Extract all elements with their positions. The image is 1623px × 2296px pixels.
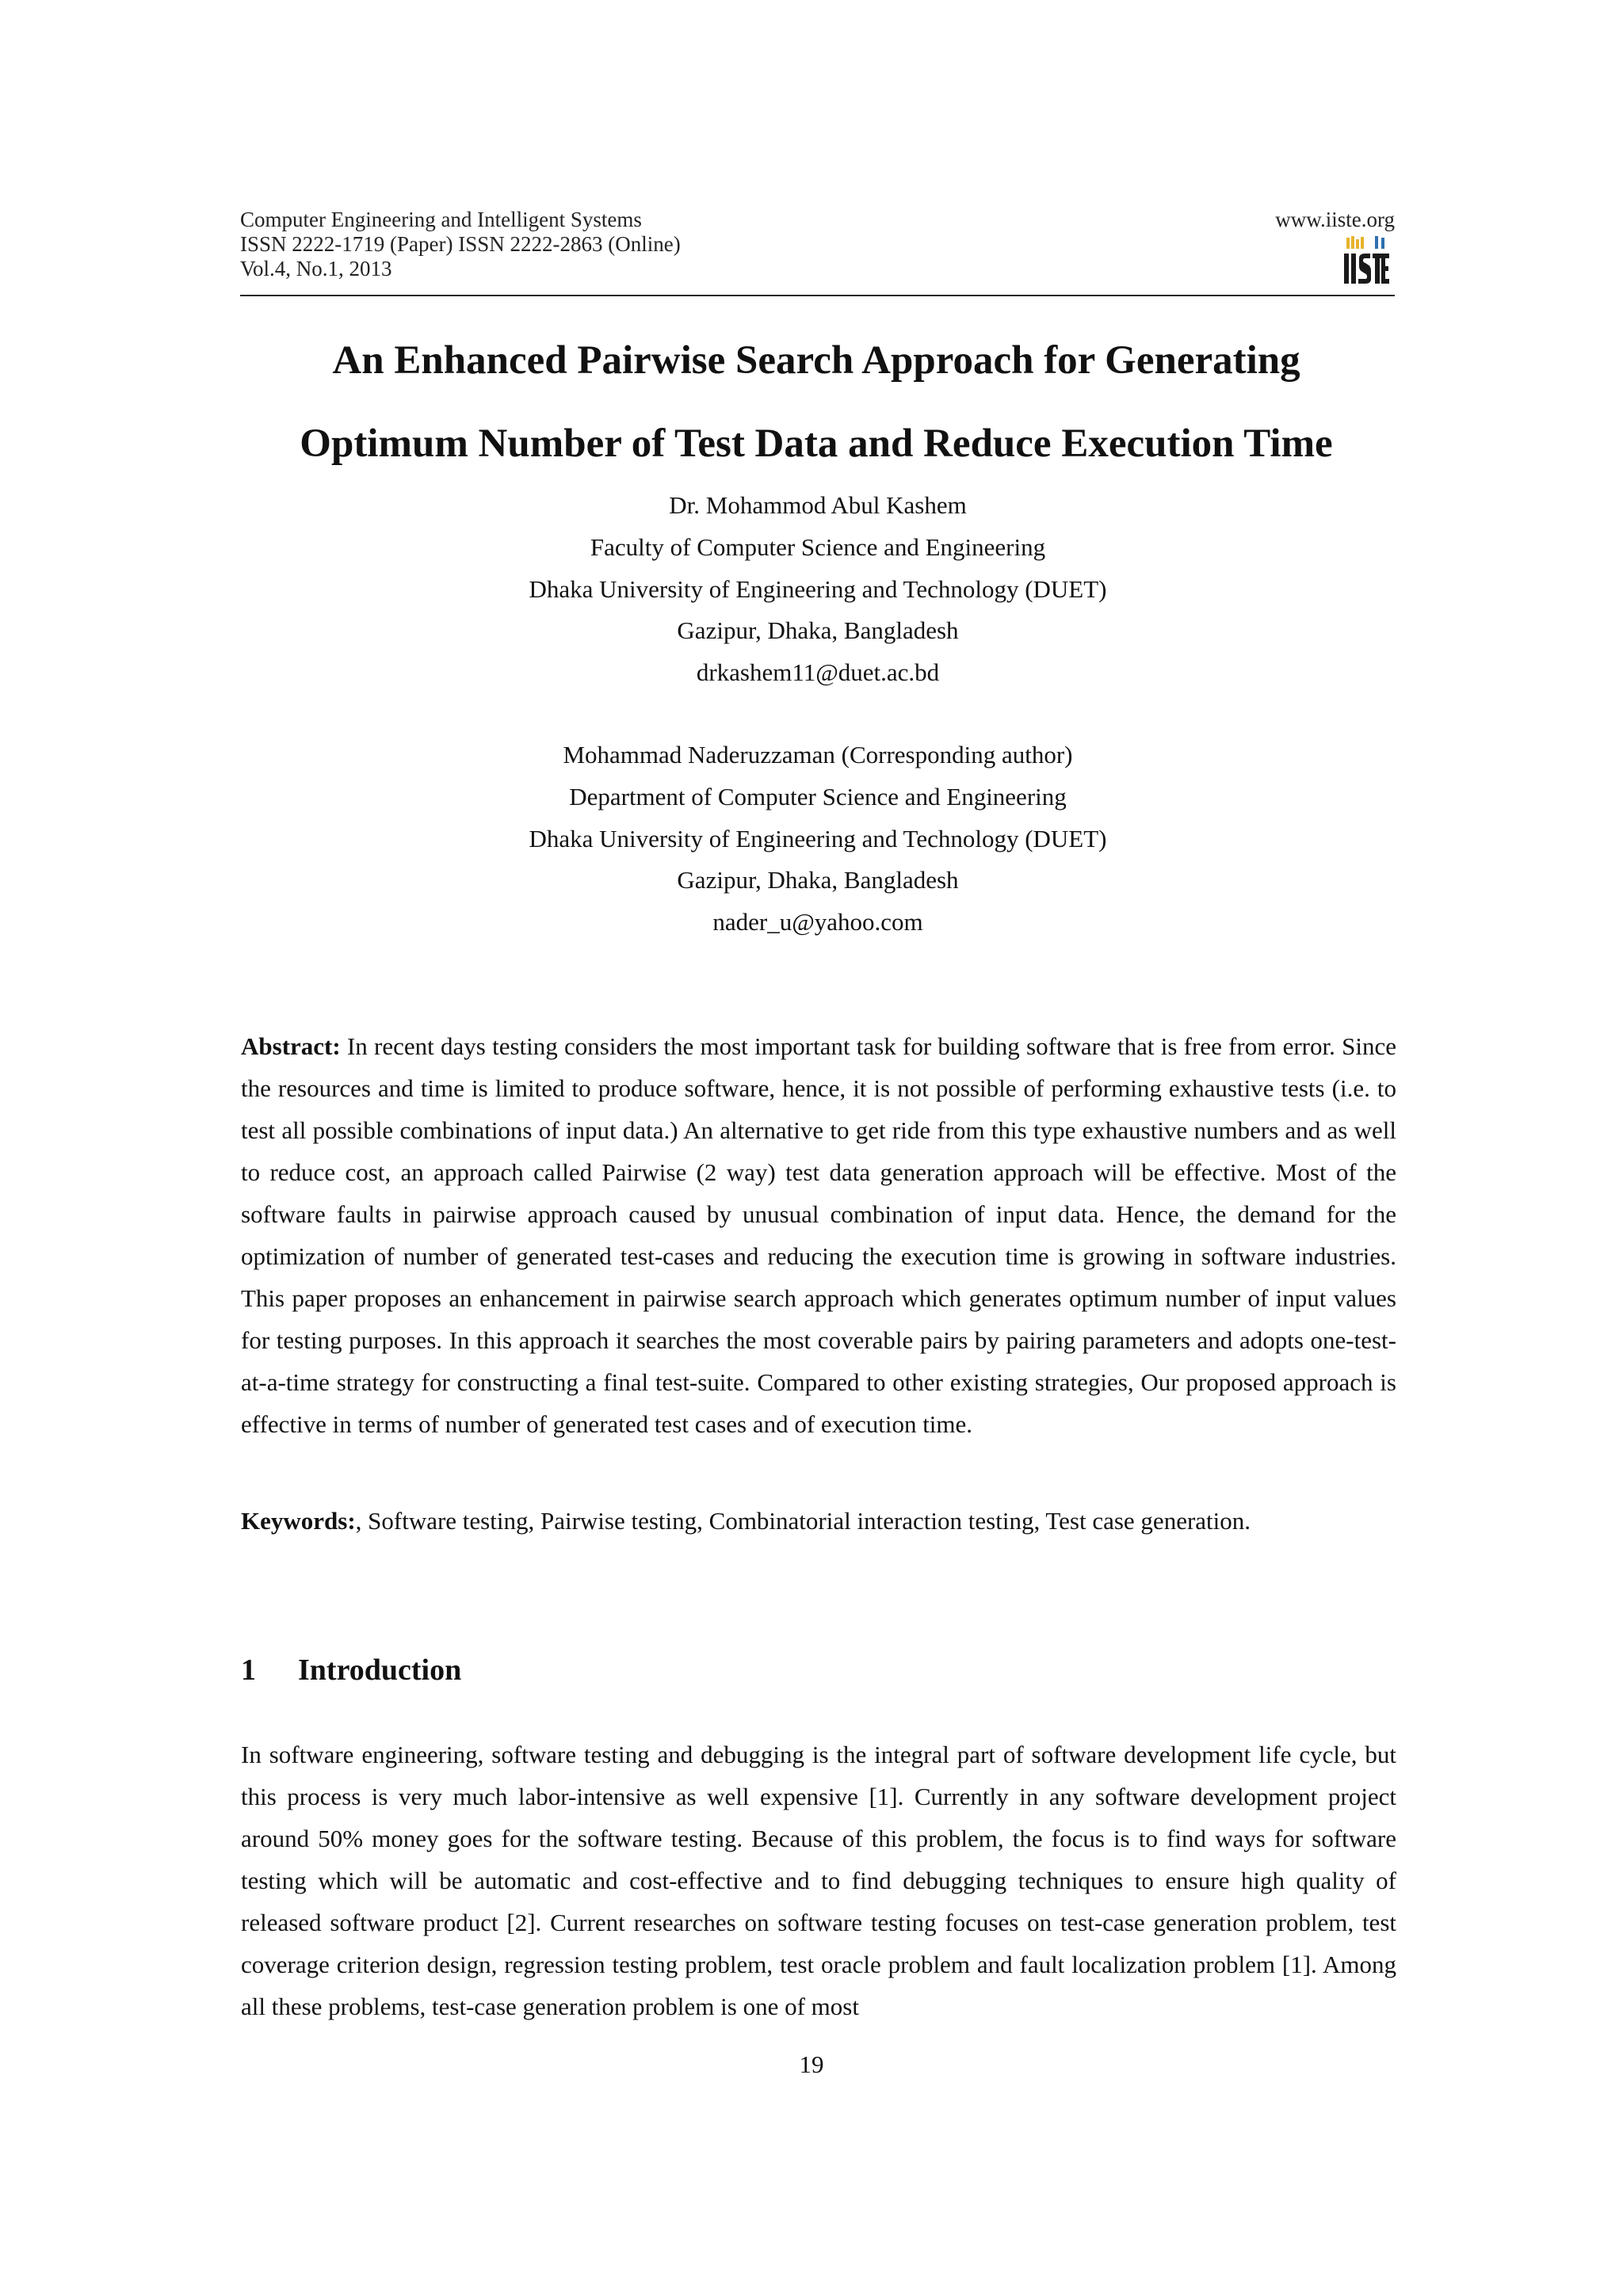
section-number: 1 <box>241 1653 256 1687</box>
journal-volume: Vol.4, No.1, 2013 <box>240 257 392 280</box>
abstract-text: In recent days testing considers the most important task for building software that is free from error. Since the resources and time is limited to produce software, hence, it is not possible of performing exhaustive tests (i.e. to test all possible combinations of input data.) An alternative to get ride from this type exhaustive numbers and as well to reduce cost, an approach called Pairwise (2 way) test data generation approach will be effective. Most of the software faults in pairwise approach caused by unusual combination of input data. Hence, the demand for the optimization of number of generated test-cases and reducing the execution time is growing in software industries. This paper proposes an enhancement in pairwise search approach which generates optimum number of input values for testing purposes. In this approach it searches the most coverable pairs by pairing parameters and adopts one-test-at-a-time strategy for constructing a final test-suite. Compared to other existing strategies, Our proposed approach is effective in terms of number of generated test cases and of execution time. <box>241 1032 1396 1438</box>
author-location: Gazipur, Dhaka, Bangladesh <box>677 616 959 645</box>
author-university: Dhaka University of Engineering and Technology (DUET) <box>529 824 1107 852</box>
author-email[interactable]: nader_u@yahoo.com <box>712 908 923 936</box>
section-heading <box>241 1650 461 1690</box>
keywords <box>241 1500 1396 1542</box>
journal-header <box>240 208 681 281</box>
author-university: Dhaka University of Engineering and Technology (DUET) <box>529 574 1107 603</box>
section-title: Introduction <box>298 1653 462 1687</box>
paper-title-line-1: An Enhanced Pairwise Search Approach for Generating <box>332 338 1300 383</box>
abstract <box>241 1025 1396 1445</box>
abstract-label: Abstract: <box>241 1032 341 1060</box>
author-block-2 <box>241 734 1395 944</box>
author-name: Mohammad Naderuzzaman (Corresponding author) <box>563 741 1073 769</box>
author-email[interactable]: drkashem11@duet.ac.bd <box>696 658 940 687</box>
author-block-1 <box>241 485 1395 694</box>
keywords-text: , Software testing, Pairwise testing, Combinatorial interaction testing, Test case generation. <box>355 1507 1251 1535</box>
header-divider <box>240 295 1395 296</box>
keywords-label: Keywords: <box>241 1507 356 1535</box>
author-department: Faculty of Computer Science and Engineering <box>590 532 1046 561</box>
journal-issn: ISSN 2222-1719 (Paper) ISSN 2222-2863 (Online) <box>240 232 681 256</box>
introduction-paragraph: In software engineering, software testing and debugging is the integral part of software development life cycle, but this process is very much labor-intensive as well expensive [1]. Currently in any software development project around 50% money goes for the software testing. Because of this problem, the focus is to find ways for software testing which will be automatic and cost-effective and to find debugging techniques to ensure high quality of released software product [2]. Current researches on software testing focuses on test-case generation problem, test coverage criterion design, regression testing problem, test oracle problem and fault localization problem [1]. Among all these problems, test-case generation problem is one of most <box>241 1741 1396 2020</box>
page-number: 19 <box>799 2050 824 2078</box>
journal-website[interactable]: www.iiste.org <box>1275 208 1395 231</box>
iiste-logo-icon <box>1342 235 1391 287</box>
author-department: Department of Computer Science and Engineering <box>569 782 1067 810</box>
author-name: Dr. Mohammod Abul Kashem <box>669 491 967 519</box>
paper-title-line-2: Optimum Number of Test Data and Reduce Execution Time <box>300 421 1333 466</box>
journal-name: Computer Engineering and Intelligent Systems <box>240 208 642 231</box>
author-location: Gazipur, Dhaka, Bangladesh <box>677 866 959 894</box>
